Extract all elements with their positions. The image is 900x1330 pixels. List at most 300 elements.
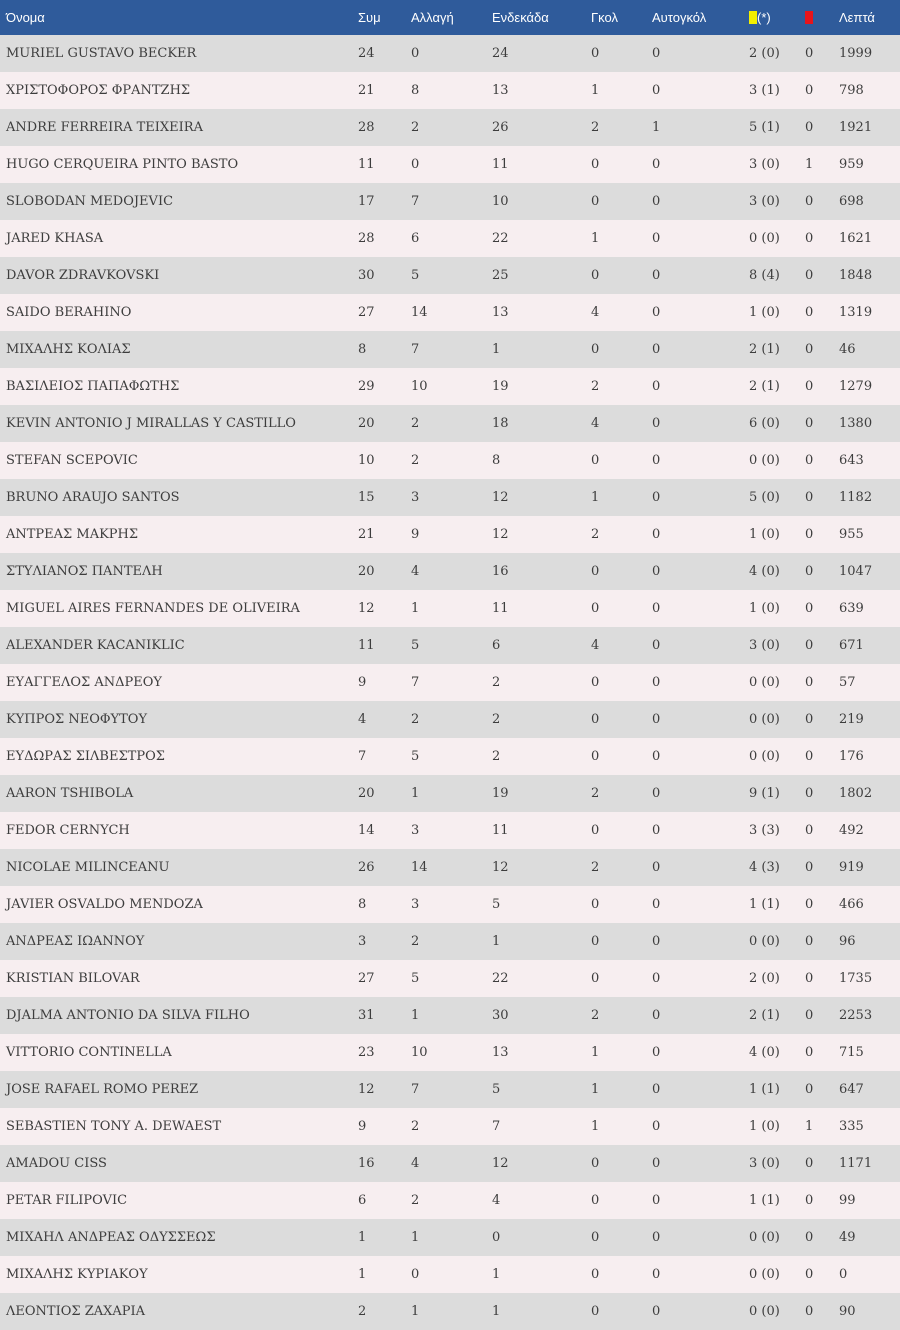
cell-starts: 11 (492, 157, 509, 172)
table-row[interactable] (0, 146, 900, 183)
cell-yellow-cards: 2 (1) (749, 342, 780, 357)
table-row[interactable] (0, 405, 900, 442)
cell-minutes: 698 (839, 194, 864, 209)
table-row[interactable] (0, 775, 900, 812)
cell-starts: 0 (492, 1230, 501, 1245)
cell-starts: 22 (492, 231, 509, 246)
cell-own-goals: 0 (652, 1008, 661, 1023)
cell-starts: 1 (492, 1304, 501, 1319)
cell-substitutions: 1 (411, 786, 420, 801)
table-row[interactable] (0, 35, 900, 72)
cell-own-goals: 0 (652, 527, 661, 542)
cell-minutes: 46 (839, 342, 856, 357)
cell-player-name: VITTORIO CONTINELLA (6, 1045, 172, 1060)
cell-player-name: SLOBODAN MEDOJEVIC (6, 194, 174, 209)
cell-substitutions: 3 (411, 897, 420, 912)
cell-substitutions: 5 (411, 971, 420, 986)
cell-appearances: 1 (358, 1230, 367, 1245)
cell-minutes: 1848 (839, 268, 873, 283)
table-row[interactable] (0, 1071, 900, 1108)
cell-yellow-cards: 0 (0) (749, 1267, 780, 1282)
cell-goals: 2 (591, 786, 600, 801)
cell-player-name: ΜΙΧΑΗΛ ΑΝΔΡΕΑΣ ΟΔΥΣΣΕΩΣ (6, 1230, 216, 1245)
table-row[interactable] (0, 72, 900, 109)
cell-player-name: FEDOR CERNYCH (6, 823, 130, 838)
cell-minutes: 1380 (839, 416, 873, 431)
table-body (0, 35, 900, 1330)
cell-yellow-cards: 8 (4) (749, 268, 780, 283)
cell-appearances: 11 (358, 638, 375, 653)
cell-yellow-cards: 0 (0) (749, 231, 780, 246)
cell-yellow-cards: 9 (1) (749, 786, 780, 801)
cell-red-cards: 1 (805, 157, 814, 172)
cell-appearances: 24 (358, 46, 375, 61)
cell-yellow-cards: 6 (0) (749, 416, 780, 431)
yellow-card-icon (749, 11, 757, 24)
cell-appearances: 28 (358, 120, 375, 135)
cell-goals: 0 (591, 342, 600, 357)
table-row[interactable] (0, 516, 900, 553)
cell-minutes: 639 (839, 601, 864, 616)
cell-own-goals: 0 (652, 601, 661, 616)
cell-goals: 0 (591, 601, 600, 616)
cell-player-name: DJALMA ANTONIO DA SILVA FILHO (6, 1008, 250, 1023)
cell-yellow-cards: 0 (0) (749, 453, 780, 468)
cell-minutes: 2253 (839, 1008, 873, 1023)
cell-minutes: 219 (839, 712, 864, 727)
cell-yellow-cards: 2 (0) (749, 46, 780, 61)
table-row[interactable] (0, 1182, 900, 1219)
cell-minutes: 1999 (839, 46, 873, 61)
cell-own-goals: 0 (652, 1082, 661, 1097)
cell-minutes: 1621 (839, 231, 873, 246)
cell-own-goals: 0 (652, 268, 661, 283)
cell-minutes: 798 (839, 83, 864, 98)
cell-own-goals: 0 (652, 638, 661, 653)
cell-appearances: 15 (358, 490, 375, 505)
column-header-minutes[interactable]: Λεπτά (839, 10, 875, 25)
cell-player-name: ANDRE FERREIRA TEIXEIRA (6, 120, 203, 135)
table-row[interactable] (0, 294, 900, 331)
cell-substitutions: 4 (411, 564, 420, 579)
cell-substitutions: 3 (411, 490, 420, 505)
cell-own-goals: 0 (652, 1156, 661, 1171)
cell-red-cards: 0 (805, 897, 814, 912)
cell-minutes: 647 (839, 1082, 864, 1097)
cell-goals: 0 (591, 675, 600, 690)
cell-goals: 2 (591, 860, 600, 875)
cell-red-cards: 0 (805, 379, 814, 394)
cell-minutes: 1182 (839, 490, 873, 505)
cell-own-goals: 0 (652, 83, 661, 98)
cell-substitutions: 1 (411, 601, 420, 616)
cell-yellow-cards: 5 (1) (749, 120, 780, 135)
cell-yellow-cards: 1 (0) (749, 305, 780, 320)
cell-goals: 1 (591, 1082, 600, 1097)
cell-yellow-cards: 3 (3) (749, 823, 780, 838)
cell-own-goals: 0 (652, 1267, 661, 1282)
cell-appearances: 20 (358, 416, 375, 431)
table-row[interactable] (0, 257, 900, 294)
column-header-goals[interactable]: Γκολ (591, 10, 618, 25)
cell-own-goals: 0 (652, 490, 661, 505)
cell-minutes: 492 (839, 823, 864, 838)
column-header-name[interactable]: Όνομα (6, 10, 45, 25)
cell-player-name: ΑΝΤΡΕΑΣ ΜΑΚΡΗΣ (6, 527, 139, 542)
cell-goals: 1 (591, 83, 600, 98)
cell-goals: 1 (591, 1045, 600, 1060)
cell-red-cards: 0 (805, 527, 814, 542)
cell-own-goals: 0 (652, 860, 661, 875)
cell-substitutions: 0 (411, 1267, 420, 1282)
yellow-cards-suffix: (*) (757, 10, 771, 25)
cell-yellow-cards: 5 (0) (749, 490, 780, 505)
cell-goals: 0 (591, 564, 600, 579)
cell-red-cards: 0 (805, 1267, 814, 1282)
cell-player-name: PETAR FILIPOVIC (6, 1193, 128, 1208)
cell-red-cards: 0 (805, 453, 814, 468)
cell-red-cards: 0 (805, 305, 814, 320)
cell-substitutions: 7 (411, 342, 420, 357)
cell-starts: 13 (492, 305, 509, 320)
cell-yellow-cards: 1 (0) (749, 601, 780, 616)
table-row[interactable] (0, 442, 900, 479)
cell-appearances: 20 (358, 786, 375, 801)
cell-player-name: DAVOR ZDRAVKOVSKI (6, 268, 160, 283)
cell-player-name: SEBASTIEN TONY A. DEWAEST (6, 1119, 222, 1134)
table-row[interactable] (0, 331, 900, 368)
cell-yellow-cards: 3 (1) (749, 83, 780, 98)
column-header-red-cards[interactable] (799, 0, 833, 35)
cell-substitutions: 7 (411, 1082, 420, 1097)
cell-starts: 2 (492, 675, 501, 690)
cell-goals: 2 (591, 379, 600, 394)
cell-appearances: 21 (358, 527, 375, 542)
cell-yellow-cards: 3 (0) (749, 1156, 780, 1171)
cell-goals: 2 (591, 527, 600, 542)
cell-red-cards: 0 (805, 268, 814, 283)
cell-player-name: STEFAN SCEPOVIC (6, 453, 138, 468)
cell-red-cards: 0 (805, 934, 814, 949)
cell-substitutions: 2 (411, 1119, 420, 1134)
cell-yellow-cards: 0 (0) (749, 712, 780, 727)
cell-yellow-cards: 1 (1) (749, 1193, 780, 1208)
cell-own-goals: 0 (652, 1193, 661, 1208)
cell-red-cards: 0 (805, 1082, 814, 1097)
cell-appearances: 1 (358, 1267, 367, 1282)
cell-substitutions: 10 (411, 379, 428, 394)
cell-substitutions: 1 (411, 1008, 420, 1023)
table-row[interactable] (0, 1219, 900, 1256)
table-row[interactable] (0, 109, 900, 146)
cell-starts: 26 (492, 120, 509, 135)
cell-goals: 1 (591, 1119, 600, 1134)
cell-own-goals: 0 (652, 971, 661, 986)
cell-yellow-cards: 1 (1) (749, 897, 780, 912)
cell-minutes: 1319 (839, 305, 873, 320)
cell-minutes: 466 (839, 897, 864, 912)
cell-starts: 24 (492, 46, 509, 61)
table-row[interactable] (0, 1145, 900, 1182)
table-row[interactable] (0, 1293, 900, 1330)
cell-red-cards: 0 (805, 823, 814, 838)
cell-goals: 0 (591, 971, 600, 986)
cell-own-goals: 0 (652, 675, 661, 690)
cell-minutes: 1047 (839, 564, 873, 579)
cell-minutes: 90 (839, 1304, 856, 1319)
cell-appearances: 3 (358, 934, 367, 949)
cell-own-goals: 0 (652, 1119, 661, 1134)
cell-goals: 0 (591, 268, 600, 283)
cell-goals: 0 (591, 934, 600, 949)
cell-yellow-cards: 1 (1) (749, 1082, 780, 1097)
cell-minutes: 96 (839, 934, 856, 949)
cell-own-goals: 0 (652, 749, 661, 764)
cell-appearances: 11 (358, 157, 375, 172)
table-row[interactable] (0, 183, 900, 220)
column-header-yellow-cards[interactable] (743, 0, 799, 35)
cell-starts: 11 (492, 601, 509, 616)
cell-own-goals: 0 (652, 564, 661, 579)
cell-yellow-cards: 2 (1) (749, 1008, 780, 1023)
cell-substitutions: 14 (411, 305, 428, 320)
cell-player-name: ΚΥΠΡΟΣ ΝΕΟΦΥΤΟΥ (6, 712, 148, 727)
cell-yellow-cards: 1 (0) (749, 1119, 780, 1134)
cell-own-goals: 1 (652, 120, 661, 135)
cell-minutes: 1279 (839, 379, 873, 394)
table-row[interactable] (0, 1256, 900, 1293)
cell-minutes: 49 (839, 1230, 856, 1245)
cell-player-name: KEVIN ANTONIO J MIRALLAS Y CASTILLO (6, 416, 296, 431)
column-header-apps[interactable]: Συμ (358, 10, 381, 25)
cell-goals: 0 (591, 194, 600, 209)
table-row[interactable] (0, 1034, 900, 1071)
cell-minutes: 959 (839, 157, 864, 172)
table-row[interactable] (0, 664, 900, 701)
cell-player-name: JAVIER OSVALDO MENDOZA (6, 897, 203, 912)
cell-player-name: MIGUEL AIRES FERNANDES DE OLIVEIRA (6, 601, 300, 616)
cell-player-name: MURIEL GUSTAVO BECKER (6, 46, 197, 61)
cell-starts: 25 (492, 268, 509, 283)
cell-minutes: 1735 (839, 971, 873, 986)
cell-minutes: 176 (839, 749, 864, 764)
cell-red-cards: 0 (805, 712, 814, 727)
cell-red-cards: 0 (805, 786, 814, 801)
cell-goals: 0 (591, 453, 600, 468)
cell-substitutions: 2 (411, 712, 420, 727)
cell-appearances: 16 (358, 1156, 375, 1171)
cell-yellow-cards: 1 (0) (749, 527, 780, 542)
cell-substitutions: 2 (411, 934, 420, 949)
cell-yellow-cards: 3 (0) (749, 157, 780, 172)
table-row[interactable] (0, 849, 900, 886)
cell-appearances: 9 (358, 675, 367, 690)
cell-own-goals: 0 (652, 157, 661, 172)
cell-goals: 0 (591, 1230, 600, 1245)
cell-red-cards: 0 (805, 675, 814, 690)
cell-minutes: 1921 (839, 120, 873, 135)
cell-own-goals: 0 (652, 231, 661, 246)
cell-own-goals: 0 (652, 786, 661, 801)
table-row[interactable] (0, 368, 900, 405)
cell-player-name: NICOLAE MILINCEANU (6, 860, 170, 875)
cell-appearances: 26 (358, 860, 375, 875)
cell-appearances: 28 (358, 231, 375, 246)
table-row[interactable] (0, 553, 900, 590)
cell-red-cards: 0 (805, 194, 814, 209)
cell-starts: 19 (492, 379, 509, 394)
cell-minutes: 671 (839, 638, 864, 653)
cell-goals: 2 (591, 1008, 600, 1023)
cell-red-cards: 0 (805, 1304, 814, 1319)
cell-red-cards: 0 (805, 83, 814, 98)
table-row[interactable] (0, 1108, 900, 1145)
cell-appearances: 30 (358, 268, 375, 283)
table-row[interactable] (0, 479, 900, 516)
cell-goals: 4 (591, 305, 600, 320)
table-row[interactable] (0, 701, 900, 738)
cell-starts: 1 (492, 1267, 501, 1282)
cell-goals: 0 (591, 46, 600, 61)
cell-starts: 30 (492, 1008, 509, 1023)
cell-starts: 13 (492, 1045, 509, 1060)
cell-starts: 13 (492, 83, 509, 98)
cell-appearances: 9 (358, 1119, 367, 1134)
cell-appearances: 17 (358, 194, 375, 209)
table-row[interactable] (0, 997, 900, 1034)
cell-goals: 2 (591, 120, 600, 135)
cell-player-name: AMADOU CISS (6, 1156, 107, 1171)
cell-yellow-cards: 3 (0) (749, 194, 780, 209)
cell-starts: 12 (492, 1156, 509, 1171)
cell-own-goals: 0 (652, 342, 661, 357)
cell-goals: 0 (591, 712, 600, 727)
column-header-subs[interactable]: Αλλαγή (411, 10, 454, 25)
cell-starts: 1 (492, 342, 501, 357)
cell-starts: 4 (492, 1193, 501, 1208)
cell-own-goals: 0 (652, 46, 661, 61)
cell-substitutions: 5 (411, 268, 420, 283)
cell-appearances: 10 (358, 453, 375, 468)
cell-appearances: 20 (358, 564, 375, 579)
table-row[interactable] (0, 886, 900, 923)
cell-own-goals: 0 (652, 416, 661, 431)
cell-starts: 1 (492, 934, 501, 949)
cell-red-cards: 0 (805, 1045, 814, 1060)
cell-yellow-cards: 3 (0) (749, 638, 780, 653)
cell-substitutions: 1 (411, 1230, 420, 1245)
table-row[interactable] (0, 960, 900, 997)
cell-red-cards: 0 (805, 1008, 814, 1023)
cell-own-goals: 0 (652, 305, 661, 320)
cell-minutes: 57 (839, 675, 856, 690)
cell-appearances: 23 (358, 1045, 375, 1060)
cell-red-cards: 1 (805, 1119, 814, 1134)
cell-substitutions: 10 (411, 1045, 428, 1060)
cell-yellow-cards: 4 (0) (749, 1045, 780, 1060)
cell-player-name: ΜΙΧΑΛΗΣ ΚΟΛΙΑΣ (6, 342, 131, 357)
column-header-own-goals[interactable]: Αυτογκόλ (652, 10, 707, 25)
cell-minutes: 919 (839, 860, 864, 875)
cell-starts: 2 (492, 712, 501, 727)
cell-red-cards: 0 (805, 46, 814, 61)
cell-substitutions: 2 (411, 416, 420, 431)
cell-substitutions: 5 (411, 638, 420, 653)
cell-red-cards: 0 (805, 749, 814, 764)
cell-red-cards: 0 (805, 601, 814, 616)
table-row[interactable] (0, 923, 900, 960)
table-row[interactable] (0, 812, 900, 849)
table-row[interactable] (0, 590, 900, 627)
cell-minutes: 643 (839, 453, 864, 468)
table-header-row (0, 0, 900, 35)
cell-minutes: 0 (839, 1267, 848, 1282)
cell-goals: 1 (591, 231, 600, 246)
cell-substitutions: 2 (411, 453, 420, 468)
cell-yellow-cards: 4 (0) (749, 564, 780, 579)
table-row[interactable] (0, 627, 900, 664)
cell-starts: 5 (492, 897, 501, 912)
cell-substitutions: 0 (411, 157, 420, 172)
table-row[interactable] (0, 738, 900, 775)
cell-own-goals: 0 (652, 1304, 661, 1319)
cell-starts: 12 (492, 490, 509, 505)
cell-starts: 8 (492, 453, 501, 468)
cell-starts: 12 (492, 527, 509, 542)
cell-appearances: 7 (358, 749, 367, 764)
table-row[interactable] (0, 220, 900, 257)
column-header-starts[interactable]: Ενδεκάδα (492, 10, 549, 25)
cell-red-cards: 0 (805, 860, 814, 875)
cell-player-name: BRUNO ARAUJO SANTOS (6, 490, 180, 505)
cell-starts: 5 (492, 1082, 501, 1097)
cell-own-goals: 0 (652, 897, 661, 912)
cell-substitutions: 6 (411, 231, 420, 246)
cell-substitutions: 9 (411, 527, 420, 542)
cell-starts: 6 (492, 638, 501, 653)
cell-goals: 4 (591, 416, 600, 431)
cell-goals: 0 (591, 1156, 600, 1171)
cell-substitutions: 14 (411, 860, 428, 875)
cell-red-cards: 0 (805, 490, 814, 505)
cell-goals: 1 (591, 490, 600, 505)
cell-appearances: 21 (358, 83, 375, 98)
cell-starts: 2 (492, 749, 501, 764)
cell-player-name: ΜΙΧΑΛΗΣ ΚΥΡΙΑΚΟΥ (6, 1267, 148, 1282)
cell-yellow-cards: 4 (3) (749, 860, 780, 875)
cell-substitutions: 5 (411, 749, 420, 764)
cell-starts: 12 (492, 860, 509, 875)
cell-yellow-cards: 0 (0) (749, 1304, 780, 1319)
cell-appearances: 14 (358, 823, 375, 838)
cell-yellow-cards: 2 (0) (749, 971, 780, 986)
cell-minutes: 715 (839, 1045, 864, 1060)
cell-appearances: 2 (358, 1304, 367, 1319)
cell-substitutions: 7 (411, 675, 420, 690)
cell-red-cards: 0 (805, 564, 814, 579)
cell-player-name: ALEXANDER KACANIKLIC (6, 638, 185, 653)
cell-appearances: 8 (358, 342, 367, 357)
cell-goals: 0 (591, 157, 600, 172)
cell-own-goals: 0 (652, 379, 661, 394)
cell-appearances: 27 (358, 971, 375, 986)
cell-player-name: JARED KHASA (6, 231, 104, 246)
cell-appearances: 12 (358, 601, 375, 616)
cell-substitutions: 8 (411, 83, 420, 98)
cell-substitutions: 0 (411, 46, 420, 61)
cell-yellow-cards: 0 (0) (749, 675, 780, 690)
cell-player-name: JOSE RAFAEL ROMO PEREZ (6, 1082, 199, 1097)
